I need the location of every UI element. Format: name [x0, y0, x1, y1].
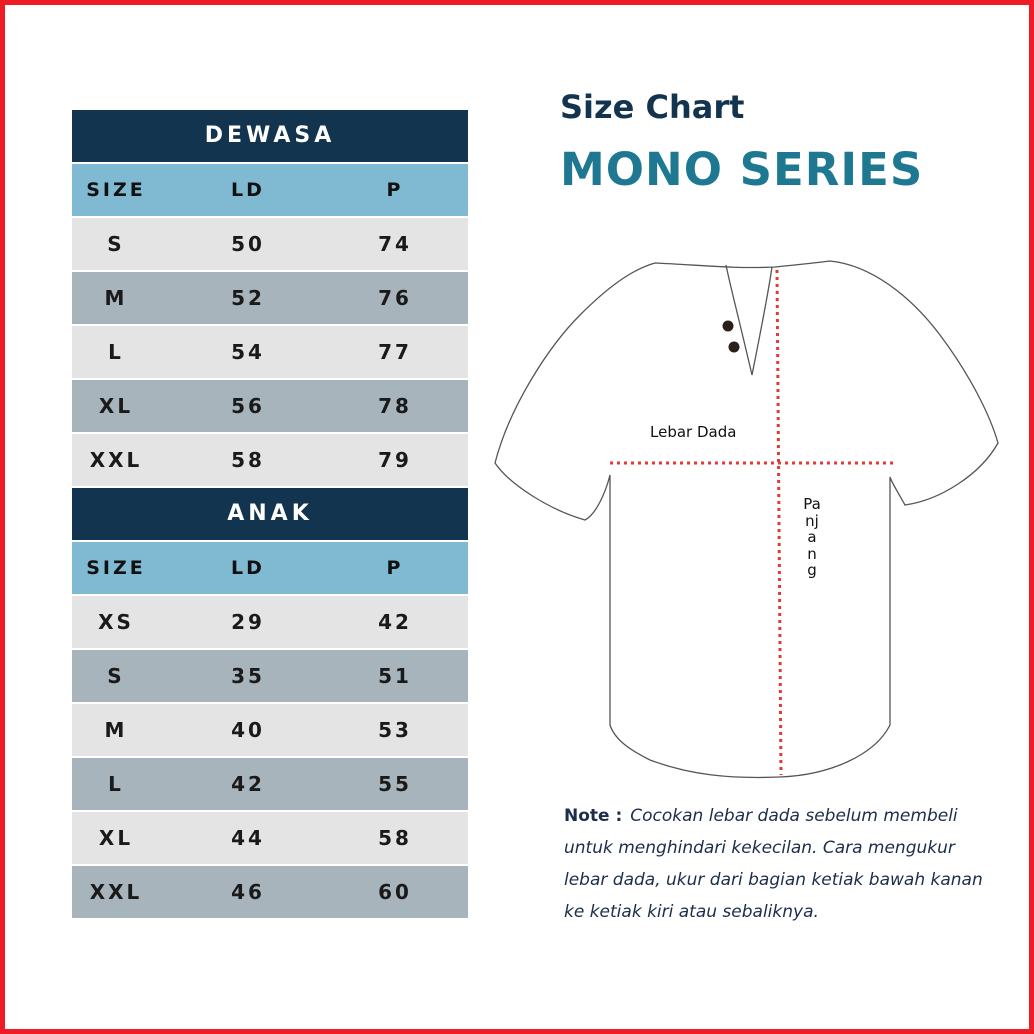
- note-text: [564, 800, 994, 928]
- ld-cell: 58: [231, 448, 265, 472]
- header-p: P: [386, 179, 404, 201]
- table-row: [72, 272, 468, 326]
- header-size: SIZE: [86, 179, 146, 201]
- ld-cell: 29: [231, 610, 265, 634]
- size-cell: M: [104, 718, 128, 742]
- p-cell: 55: [378, 772, 412, 796]
- note-label: Note :: [564, 806, 623, 826]
- ld-cell: 35: [231, 664, 265, 688]
- header-p: P: [386, 557, 404, 579]
- ld-cell: 52: [231, 286, 265, 310]
- table-row: [72, 596, 468, 650]
- size-cell: XS: [98, 610, 134, 634]
- p-cell: 76: [378, 286, 412, 310]
- p-cell: 74: [378, 232, 412, 256]
- header-ld: LD: [231, 179, 265, 201]
- ld-cell: 46: [231, 880, 265, 904]
- table-row: [72, 704, 468, 758]
- shirt-illustration: [490, 255, 1010, 785]
- table-row: [72, 758, 468, 812]
- p-cell: 79: [378, 448, 412, 472]
- p-cell: 60: [378, 880, 412, 904]
- shirt-diagram: [490, 255, 1010, 785]
- ld-cell: 56: [231, 394, 265, 418]
- size-cell: M: [104, 286, 128, 310]
- ld-cell: 44: [231, 826, 265, 850]
- size-cell: L: [108, 340, 124, 364]
- shirt-outline: [495, 261, 998, 777]
- p-cell: 53: [378, 718, 412, 742]
- header-ld: LD: [231, 557, 265, 579]
- table-row: [72, 218, 468, 272]
- ld-cell: 42: [231, 772, 265, 796]
- anak-table: [72, 488, 468, 920]
- size-tables: [72, 110, 468, 920]
- p-cell: 42: [378, 610, 412, 634]
- size-cell: S: [107, 664, 125, 688]
- table-row: [72, 434, 468, 488]
- size-cell: XXL: [89, 880, 143, 904]
- series-title: MONO SERIES: [560, 143, 924, 196]
- p-cell: 51: [378, 664, 412, 688]
- dewasa-table: [72, 110, 468, 488]
- table-row: [72, 326, 468, 380]
- anak-title: ANAK: [72, 488, 468, 542]
- ld-cell: 50: [231, 232, 265, 256]
- size-cell: XXL: [89, 448, 143, 472]
- header-size: SIZE: [86, 557, 146, 579]
- p-cell: 77: [378, 340, 412, 364]
- button-bottom: [729, 342, 740, 353]
- table-row: [72, 812, 468, 866]
- anak-header-row: [72, 542, 468, 596]
- dewasa-title: DEWASA: [72, 110, 468, 164]
- size-cell: XL: [98, 826, 134, 850]
- note-body: Cocokan lebar dada sebelum membeli untuk menghindari kekecilan. Cara mengukur lebar dada, ukur dari bagian ketiak bawah kanan ke ketiak kiri atau sebaliknya.: [564, 806, 983, 922]
- size-chart-title: Size Chart: [560, 88, 745, 126]
- table-row: [72, 866, 468, 920]
- size-cell: S: [107, 232, 125, 256]
- ld-cell: 54: [231, 340, 265, 364]
- p-cell: 78: [378, 394, 412, 418]
- button-top: [723, 321, 734, 332]
- length-label: Panjang: [803, 495, 821, 579]
- table-row: [72, 650, 468, 704]
- size-cell: L: [108, 772, 124, 796]
- table-row: [72, 380, 468, 434]
- dewasa-header-row: [72, 164, 468, 218]
- ld-cell: 40: [231, 718, 265, 742]
- size-cell: XL: [98, 394, 134, 418]
- p-cell: 58: [378, 826, 412, 850]
- chest-width-label: Lebar Dada: [650, 423, 737, 441]
